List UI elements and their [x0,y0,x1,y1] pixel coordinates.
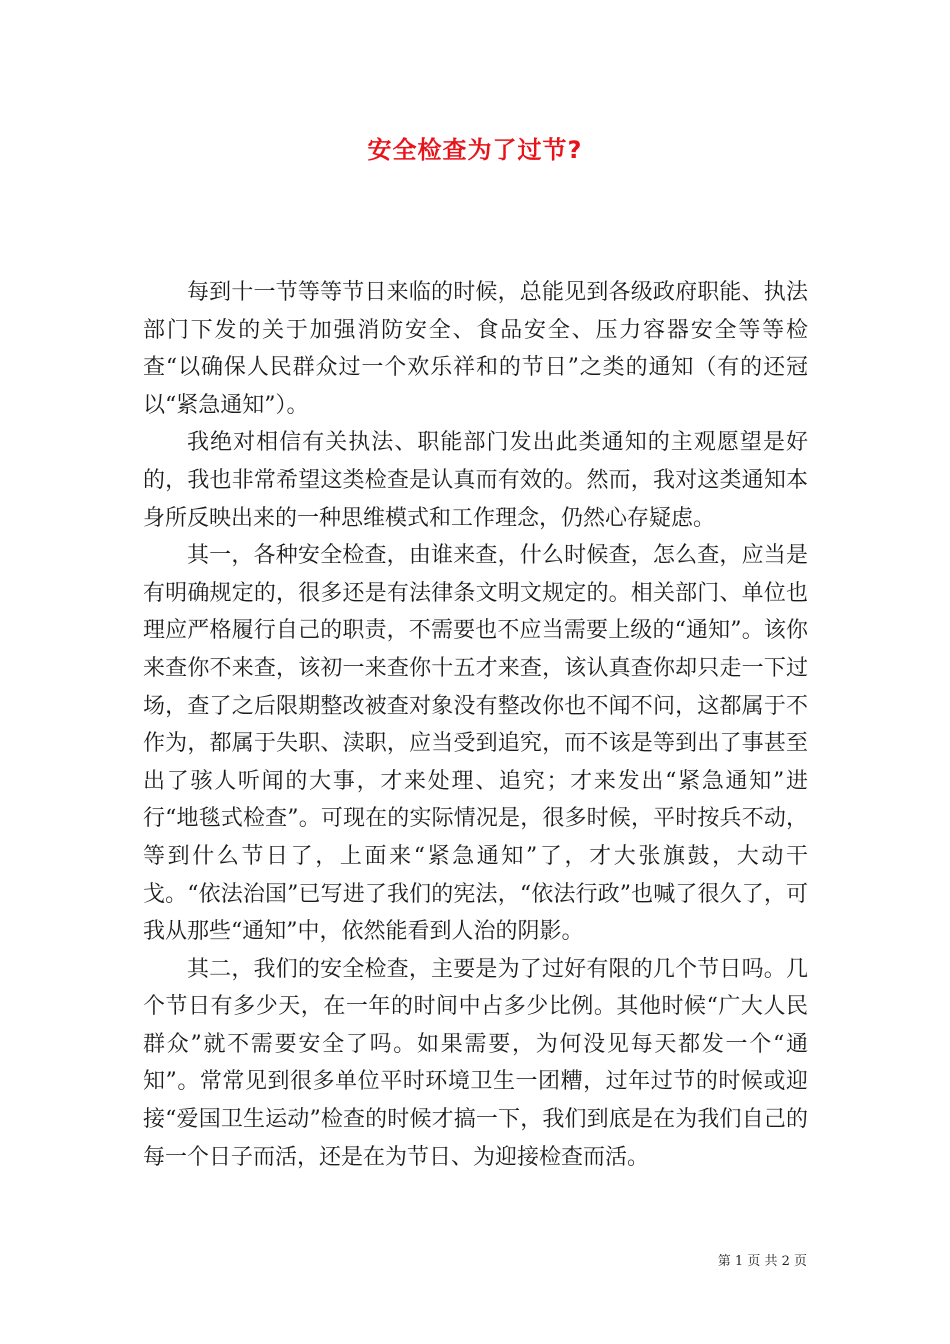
paragraph-2: 我绝对相信有关执法、职能部门发出此类通知的主观愿望是好的，我也非常希望这类检查是认真而有效的。然而，我对这类通知本身所反映出来的一种思维模式和工作理念，仍然心存疑虑。 [143,430,808,531]
document-body [143,274,808,1176]
paragraph-3: 其一，各种安全检查，由谁来查，什么时候查，怎么查，应当是有明确规定的，很多还是有法律条文明文规定的。相关部门、单位也理应严格履行自己的职责，不需要也不应当需要上级的“通知”。该你来查你不来查，该初一来查你十五才来查，该认真查你却只走一下过场，查了之后限期整改被查对象没有整改你也不闻不问，这都属于不作为，都属于失职、渎职，应当受到追究，而不该是等到出了事甚至出了骇人听闻的大事，才来处理、追究；才来发出“紧急通知”进行“地毯式检查”。可现在的实际情况是，很多时候，平时按兵不动，等到什么节日了，上面来“紧急通知”了，才大张旗鼓，大动干戈。“依法治国”已写进了我们的宪法，“依法行政”也喊了很久了，可我从那些“通知”中，依然能看到人治的阴影。 [143,543,808,945]
page-number-footer: 第 1 页 共 2 页 [717,1254,807,1269]
paragraph-4: 其二，我们的安全检查，主要是为了过好有限的几个节日吗。几个节日有多少天，在一年的时间中占多少比例。其他时候“广大人民群众”就不需要安全了吗。如果需要，为何没见每天都发一个“通知”。常常见到很多单位平时环境卫生一团糟，过年过节的时候或迎接“爱国卫生运动”检查的时候才搞一下，我们到底是在为我们自己的每一个日子而活，还是在为节日、为迎接检查而活。 [143,956,808,1170]
paragraph-1: 每到十一节等等节日来临的时候，总能见到各级政府职能、执法部门下发的关于加强消防安全、食品安全、压力容器安全等等检查“以确保人民群众过一个欢乐祥和的节日”之类的通知（有的还冠以“紧急通知”）。 [143,280,808,418]
document-title: 安全检查为了过节? [367,136,583,164]
